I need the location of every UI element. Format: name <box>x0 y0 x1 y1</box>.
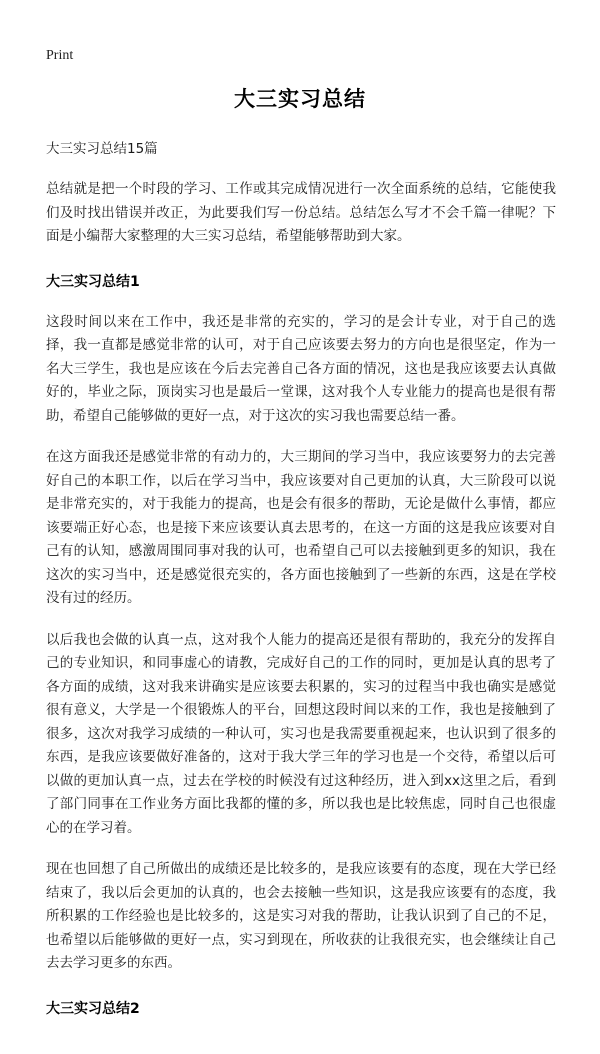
section-1-paragraph-1: 这段时间以来在工作中，我还是非常的充实的，学习的是会计专业，对于自己的选择，我一直都是感觉非常的认可，对于自己应该要去努力的方向也是很坚定，作为一名大三学生，我也是应该在今后去完善自己各方面的情况，这也是我应该要去认真做好的，毕业之际，顶岗实习也是最后一堂课，这对我个人专业能力的提高也是很有帮助，希望自己能够做的更好一点，对于这次的实习我也需要总结一番。 <box>46 313 556 424</box>
section-1-paragraph-4: 现在也回想了自己所做出的成绩还是比较多的，是我应该要有的态度，现在大学已经结束了，我以后会更加的认真的，也会去接触一些知识，这是我应该要有的态度，我所积累的工作经验也是比较多的，这是实习对我的帮助，让我认识到了自己的不足，也希望以后能够做的更好一点，实习到现在，所收获的让我很充实，也会继续让自己去去学习更多的东西。 <box>46 861 556 971</box>
print-toolbar <box>0 0 600 62</box>
page-title: 大三实习总结 <box>234 87 366 111</box>
print-link[interactable]: Print <box>46 48 74 63</box>
intro-paragraph: 总结就是把一个时段的学习、工作或其完成情况进行一次全面系统的总结，它能使我们及时找出错误并改正，为此要我们写一份总结。总结怎么写才不会千篇一律呢？下面是小编帮大家整理的大三实习总结，希望能够帮助到大家。 <box>46 181 556 244</box>
page-bottom-spacer <box>46 1020 556 1054</box>
document-body <box>0 138 600 1054</box>
section-heading-2: 大三实习总结2 <box>46 1000 140 1017</box>
document-subtitle: 大三实习总结15篇 <box>46 141 158 157</box>
section-heading-1: 大三实习总结1 <box>46 273 140 290</box>
section-1-paragraph-3: 以后我也会做的认真一点，这对我个人能力的提高还是很有帮助的，我充分的发挥自己的专业知识，和同事虚心的请教，完成好自己的工作的同时，更加是认真的思考了各方面的成绩，这对我来讲确实是应该要去积累的，实习的过程当中我也确实是感觉很有意义，大学是一个很锻炼人的平台，回想这段时间以来的工作，我也是接触到了很多，这次对我学习成绩的一种认可，实习也是我需要重视起来，也认识到了很多的东西，是我应该要做好准备的，这对于我大学三年的学习也是一个交待，希望以后可以做的更加认真一点，过去在学校的时候没有过这种经历，进入到xx这里之后，看到了部门同事在工作业务方面比我都的懂的多，所以我也是比较焦虑，同时自己也很虚心的在学习着。 <box>46 631 556 836</box>
section-1-paragraph-2: 在这方面我还是感觉非常的有动力的，大三期间的学习当中，我应该要努力的去完善好自己的本职工作，以后在学习当中，我应该要对自己更加的认真，大三阶段可以说是非常充实的，对于我能力的提高，也是会有很多的帮助，无论是做什么事情，都应该要端正好心态，也是接下来应该要认真去思考的，在这一方面的这是我应该要对自己有的认知，感激周围同事对我的认可，也希望自己可以去接触到更多的知识，我在这次的实习当中，还是感觉很充实的，各方面也接触到了一些新的东西，这是在学校没有过的经历。 <box>46 449 556 606</box>
